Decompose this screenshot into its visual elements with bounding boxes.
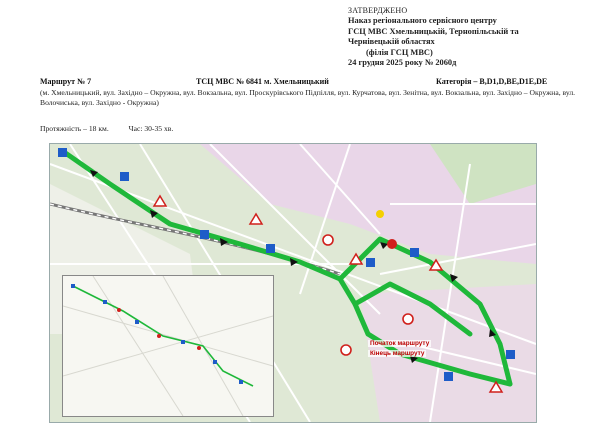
inset-canvas [63, 276, 273, 416]
route-map[interactable] [49, 143, 537, 423]
route-end-label: Кінець маршруту [370, 350, 425, 357]
route-length: Протяжність – 18 км. [40, 124, 109, 133]
route-number: Маршрут № 7 [40, 77, 92, 86]
service-center: ТСЦ МВС № 6841 м. Хмельницький [196, 77, 329, 86]
overview-inset-map [62, 275, 274, 417]
approval-line-4: (філія ГСЦ МВС) [366, 47, 433, 57]
route-time: Час: 30-35 хв. [128, 124, 174, 133]
approval-stamp [348, 6, 594, 68]
license-categories: Категорія – B,D1,D,BE,D1E,DE [436, 77, 548, 86]
route-meta [40, 124, 191, 133]
route-start-label: Початок маршруту [370, 340, 430, 347]
approval-line-1: Наказ регіонального сервісного центру [348, 16, 497, 26]
route-description: (м. Хмельницький, вул. Західно – Окружна, вул. Вокзальна, вул. Проскурівського Підпілля, вул. Курчатова, вул. Зенітна, вул. Вокзальна, вул. Західно – Окружна, вул. Волочиська, вул. Західно - Окружна) [40, 88, 576, 108]
approval-title: ЗАТВЕРДЖЕНО [348, 6, 408, 15]
approval-line-3: Чернівецькій областях [348, 37, 435, 47]
approval-line-2: ГСЦ МВС Хмельницькій, Тернопільській та [348, 26, 519, 36]
approval-line-5: 24 грудня 2025 року № 2060д [348, 58, 457, 68]
